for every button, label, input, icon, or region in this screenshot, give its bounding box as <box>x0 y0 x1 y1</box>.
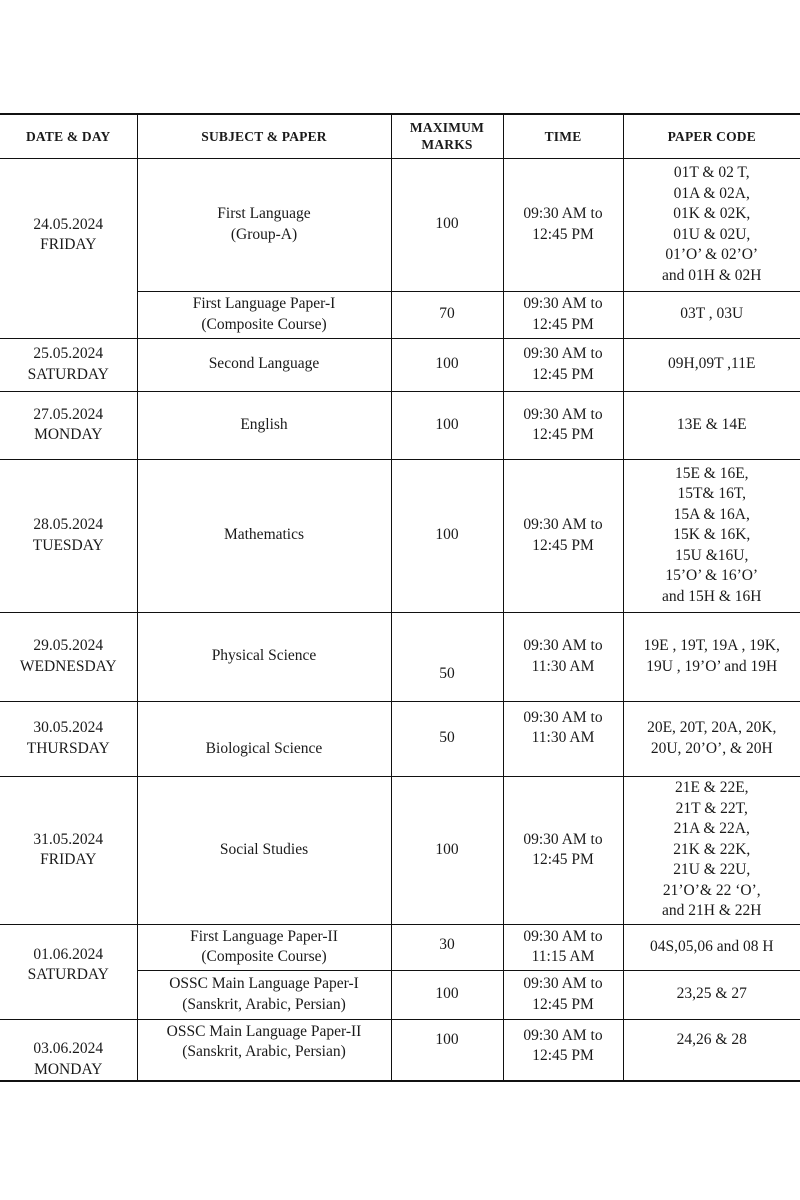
subject-cell: Second Language <box>137 338 391 391</box>
subject-cell: Biological Science <box>137 701 391 776</box>
marks-cell: 70 <box>391 291 503 338</box>
time-cell: 09:30 AM to 12:45 PM <box>503 1019 623 1081</box>
table-row <box>0 776 800 924</box>
date-day-cell: 31.05.2024 FRIDAY <box>0 776 137 924</box>
date-day-cell: 29.05.2024 WEDNESDAY <box>0 612 137 701</box>
subject-cell: English <box>137 391 391 459</box>
paper-code-cell: 04S,05,06 and 08 H <box>623 924 800 970</box>
header-paper-code: PAPER CODE <box>623 114 800 158</box>
table-row <box>0 1019 800 1081</box>
time-cell: 09:30 AM to 12:45 PM <box>503 970 623 1019</box>
paper-code-cell: 03T , 03U <box>623 291 800 338</box>
paper-code-cell: 19E , 19T, 19A , 19K, 19U , 19’O’ and 19H <box>623 612 800 701</box>
time-cell: 09:30 AM to 12:45 PM <box>503 776 623 924</box>
header-time: TIME <box>503 114 623 158</box>
table-row <box>0 391 800 459</box>
marks-cell: 50 <box>391 701 503 776</box>
subject-cell: First Language (Group-A) <box>137 158 391 291</box>
subject-cell: Mathematics <box>137 459 391 612</box>
subject-cell: First Language Paper-II (Composite Course) <box>137 924 391 970</box>
time-cell: 09:30 AM to 12:45 PM <box>503 391 623 459</box>
header-subject-paper: SUBJECT & PAPER <box>137 114 391 158</box>
time-cell: 09:30 AM to 11:30 AM <box>503 612 623 701</box>
date-day-cell: 01.06.2024 SATURDAY <box>0 924 137 1019</box>
subject-cell: First Language Paper-I (Composite Course) <box>137 291 391 338</box>
date-day-cell: 03.06.2024 MONDAY <box>0 1019 137 1081</box>
marks-cell: 100 <box>391 459 503 612</box>
date-day-cell: 30.05.2024 THURSDAY <box>0 701 137 776</box>
header-max-marks: MAXIMUM MARKS <box>391 114 503 158</box>
header-date-day: DATE & DAY <box>0 114 137 158</box>
subject-cell: OSSC Main Language Paper-II (Sanskrit, Arabic, Persian) <box>137 1019 391 1081</box>
subject-cell: Social Studies <box>137 776 391 924</box>
paper-code-cell: 15E & 16E, 15T& 16T, 15A & 16A, 15K & 16K, 15U &16U, 15’O’ & 16’O’ and 15H & 16H <box>623 459 800 612</box>
marks-cell: 50 <box>391 612 503 701</box>
paper-code-cell: 01T & 02 T, 01A & 02A, 01K & 02K, 01U & 02U, 01’O’ & 02’O’ and 01H & 02H <box>623 158 800 291</box>
date-day-cell: 24.05.2024 FRIDAY <box>0 158 137 338</box>
subject-cell: OSSC Main Language Paper-I (Sanskrit, Arabic, Persian) <box>137 970 391 1019</box>
marks-cell: 100 <box>391 1019 503 1081</box>
paper-code-cell: 20E, 20T, 20A, 20K, 20U, 20’O’, & 20H <box>623 701 800 776</box>
time-cell: 09:30 AM to 11:30 AM <box>503 701 623 776</box>
marks-cell: 100 <box>391 776 503 924</box>
table-row <box>0 701 800 776</box>
marks-cell: 100 <box>391 970 503 1019</box>
date-day-cell: 27.05.2024 MONDAY <box>0 391 137 459</box>
marks-cell: 100 <box>391 391 503 459</box>
marks-cell: 100 <box>391 338 503 391</box>
table-row <box>0 924 800 970</box>
paper-code-cell: 21E & 22E, 21T & 22T, 21A & 22A, 21K & 22K, 21U & 22U, 21’O’& 22 ‘O’, and 21H & 22H <box>623 776 800 924</box>
time-cell: 09:30 AM to 11:15 AM <box>503 924 623 970</box>
subject-cell: Physical Science <box>137 612 391 701</box>
header-row <box>0 114 800 158</box>
table-row <box>0 158 800 291</box>
table-row <box>0 459 800 612</box>
paper-code-cell: 13E & 14E <box>623 391 800 459</box>
time-cell: 09:30 AM to 12:45 PM <box>503 291 623 338</box>
time-cell: 09:30 AM to 12:45 PM <box>503 459 623 612</box>
table-row <box>0 612 800 701</box>
time-cell: 09:30 AM to 12:45 PM <box>503 158 623 291</box>
paper-code-cell: 24,26 & 28 <box>623 1019 800 1081</box>
paper-code-cell: 09H,09T ,11E <box>623 338 800 391</box>
date-day-cell: 28.05.2024 TUESDAY <box>0 459 137 612</box>
marks-cell: 30 <box>391 924 503 970</box>
date-day-cell: 25.05.2024 SATURDAY <box>0 338 137 391</box>
marks-cell: 100 <box>391 158 503 291</box>
exam-timetable <box>0 113 800 1082</box>
time-cell: 09:30 AM to 12:45 PM <box>503 338 623 391</box>
paper-code-cell: 23,25 & 27 <box>623 970 800 1019</box>
table-row <box>0 338 800 391</box>
